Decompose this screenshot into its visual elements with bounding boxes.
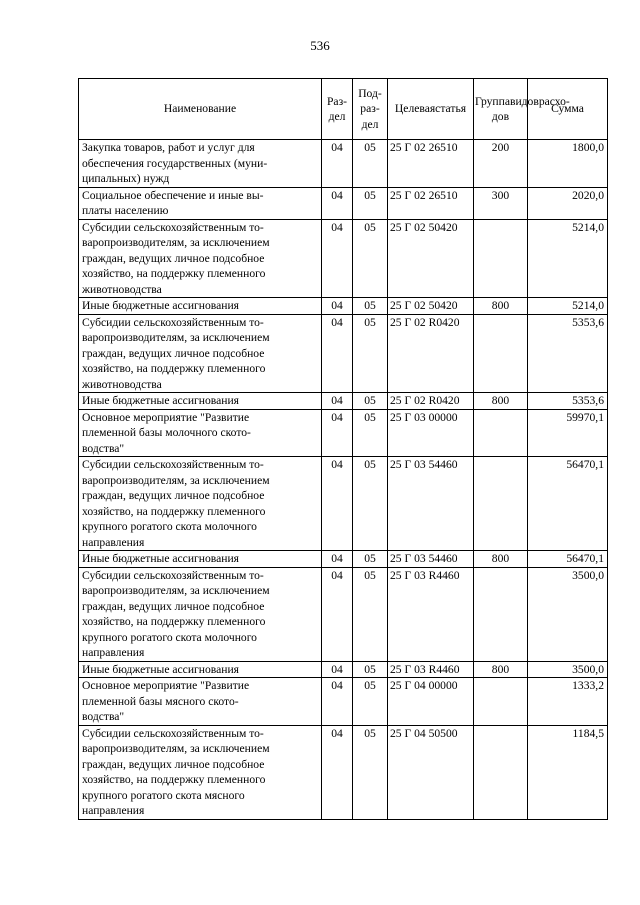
cell-name-line: направления (82, 646, 145, 659)
cell-name-line: варопроизводителям, за исключением (82, 584, 270, 597)
table-row (79, 393, 608, 410)
cell-name (79, 187, 322, 219)
cell-section: 04 (322, 551, 353, 568)
header-sum (528, 79, 608, 140)
cell-section: 04 (322, 409, 353, 457)
table-row (79, 298, 608, 315)
cell-name-line: животноводства (82, 377, 162, 391)
cell-group: 800 (474, 393, 528, 410)
cell-article: 25 Г 02 50420 (388, 219, 474, 298)
cell-sum: 1333,2 (528, 678, 608, 726)
cell-name-line: хозяйство, на поддержку племенного (82, 267, 266, 280)
header-subsection-line: раз- (360, 102, 380, 116)
cell-group (474, 457, 528, 551)
cell-name-line: Субсидии сельскохозяйственным то- (82, 315, 264, 329)
cell-section: 04 (322, 140, 353, 188)
table-header-row (79, 79, 608, 140)
table-row (79, 187, 608, 219)
cell-name (79, 661, 322, 678)
cell-group: 800 (474, 551, 528, 568)
table-row (79, 725, 608, 819)
cell-name-line: племенной базы мясного ското- (82, 694, 239, 708)
cell-article: 25 Г 02 R0420 (388, 393, 474, 410)
cell-name-line: хозяйство, на поддержку племенного (82, 615, 266, 628)
cell-name-line: граждан, ведущих личное подсобное (82, 599, 265, 613)
table-row (79, 409, 608, 457)
table-row (79, 219, 608, 298)
cell-article: 25 Г 02 26510 (388, 187, 474, 219)
cell-article: 25 Г 03 R4460 (388, 661, 474, 678)
cell-name-line: Иные бюджетные ассигнования (82, 552, 239, 565)
cell-section: 04 (322, 457, 353, 551)
cell-group: 800 (474, 298, 528, 315)
cell-name-line: хозяйство, на поддержку племенного (82, 773, 266, 786)
cell-section: 04 (322, 187, 353, 219)
cell-name (79, 457, 322, 551)
cell-name-line: Основное мероприятие "Развитие (82, 679, 250, 692)
cell-name-line: ципальных) нужд (82, 172, 170, 185)
cell-sum: 56470,1 (528, 551, 608, 568)
cell-group (474, 219, 528, 298)
header-subsection (353, 79, 388, 140)
cell-sum: 59970,1 (528, 409, 608, 457)
header-article-line: Целевая (394, 102, 436, 116)
header-section-line: дел (328, 110, 346, 123)
cell-sum: 5214,0 (528, 298, 608, 315)
cell-subsection: 05 (353, 187, 388, 219)
cell-name-line: платы населению (82, 204, 169, 217)
cell-name-line: Субсидии сельскохозяйственным то- (82, 458, 264, 471)
cell-name-line: граждан, ведущих личное подсобное (82, 346, 265, 360)
cell-group: 800 (474, 661, 528, 678)
cell-section: 04 (322, 567, 353, 661)
header-name (79, 79, 322, 140)
cell-name (79, 409, 322, 457)
cell-article: 25 Г 03 54460 (388, 457, 474, 551)
cell-name-line: граждан, ведущих личное подсобное (82, 489, 265, 502)
cell-group (474, 725, 528, 819)
cell-name (79, 298, 322, 315)
cell-section: 04 (322, 298, 353, 315)
cell-name-line: варопроизводителям, за исключением (82, 742, 270, 755)
cell-sum: 5353,6 (528, 314, 608, 393)
cell-name-line: Иные бюджетные ассигнования (82, 299, 239, 312)
cell-article: 25 Г 02 50420 (388, 298, 474, 315)
cell-name-line: направления (82, 804, 145, 817)
cell-subsection: 05 (353, 678, 388, 726)
cell-name-line: направления (82, 535, 145, 549)
cell-subsection: 05 (353, 298, 388, 315)
cell-section: 04 (322, 393, 353, 410)
header-sum-label: Сумма (551, 102, 584, 116)
cell-name-line: Закупка товаров, работ и услуг для (82, 141, 255, 154)
cell-name-line: животноводства (82, 282, 162, 296)
cell-name-line: варопроизводителям, за исключением (82, 331, 270, 344)
cell-name-line: варопроизводителям, за исключением (82, 236, 270, 249)
cell-sum: 2020,0 (528, 187, 608, 219)
table-row (79, 140, 608, 188)
cell-name-line: граждан, ведущих личное подсобное (82, 757, 265, 771)
cell-sum: 56470,1 (528, 457, 608, 551)
cell-name-line: водства" (82, 710, 125, 723)
cell-group (474, 678, 528, 726)
header-name-label: Наименование (163, 102, 237, 116)
header-group-line: Группа (475, 94, 510, 108)
cell-article: 25 Г 03 54460 (388, 551, 474, 568)
cell-subsection: 05 (353, 567, 388, 661)
cell-group (474, 409, 528, 457)
table-row (79, 551, 608, 568)
cell-name-line: Иные бюджетные ассигнования (82, 394, 239, 407)
cell-group: 200 (474, 140, 528, 188)
cell-name (79, 725, 322, 819)
page-number: 536 (310, 38, 330, 53)
cell-subsection: 05 (353, 409, 388, 457)
cell-name-line: хозяйство, на поддержку племенного (82, 504, 266, 518)
cell-section: 04 (322, 678, 353, 726)
cell-name-line: племенной базы молочного ското- (82, 426, 251, 439)
table-row (79, 678, 608, 726)
cell-article: 25 Г 04 50500 (388, 725, 474, 819)
cell-name-line: хозяйство, на поддержку племенного (82, 362, 266, 375)
cell-name (79, 678, 322, 726)
cell-article: 25 Г 03 R4460 (388, 567, 474, 661)
header-group-line: расхо- (538, 94, 570, 108)
cell-group (474, 314, 528, 393)
cell-subsection: 05 (353, 314, 388, 393)
cell-section: 04 (322, 661, 353, 678)
cell-article: 25 Г 02 R0420 (388, 314, 474, 393)
cell-sum: 5214,0 (528, 219, 608, 298)
cell-name (79, 314, 322, 393)
header-article-line: статья (435, 102, 467, 116)
header-section (322, 79, 353, 140)
cell-name-line: граждан, ведущих личное подсобное (82, 251, 265, 265)
table-body (79, 140, 608, 820)
cell-sum: 5353,6 (528, 393, 608, 410)
cell-subsection: 05 (353, 661, 388, 678)
cell-article: 25 Г 04 00000 (388, 678, 474, 726)
cell-subsection: 05 (353, 140, 388, 188)
cell-name-line: Иные бюджетные ассигнования (82, 662, 239, 676)
cell-name (79, 551, 322, 568)
cell-name (79, 219, 322, 298)
cell-subsection: 05 (353, 551, 388, 568)
cell-sum: 3500,0 (528, 661, 608, 678)
table-row (79, 567, 608, 661)
cell-sum: 1184,5 (528, 725, 608, 819)
cell-name (79, 393, 322, 410)
cell-name-line: обеспечения государственных (муни- (82, 156, 268, 170)
cell-article: 25 Г 03 00000 (388, 409, 474, 457)
cell-name-line: Субсидии сельскохозяйственным то- (82, 568, 264, 582)
cell-group (474, 567, 528, 661)
cell-group: 300 (474, 187, 528, 219)
cell-section: 04 (322, 314, 353, 393)
cell-sum: 1800,0 (528, 140, 608, 188)
header-group-line: видов (509, 94, 539, 108)
cell-name-line: водства" (82, 441, 125, 455)
cell-name (79, 567, 322, 661)
header-group-line: дов (491, 110, 510, 123)
cell-subsection: 05 (353, 457, 388, 551)
cell-subsection: 05 (353, 725, 388, 819)
header-section-line: Раз- (326, 94, 348, 108)
table-row (79, 314, 608, 393)
table-row (79, 457, 608, 551)
cell-name-line: Социальное обеспечение и иные вы- (82, 188, 264, 202)
cell-name-line: Основное мероприятие "Развитие (82, 410, 250, 424)
cell-name-line: варопроизводителям, за исключением (82, 473, 270, 487)
cell-subsection: 05 (353, 393, 388, 410)
cell-name-line: крупного рогатого скота мясного (82, 788, 245, 802)
cell-name-line: крупного рогатого скота молочного (82, 520, 257, 533)
header-subsection-line: Под- (358, 86, 382, 100)
cell-section: 04 (322, 219, 353, 298)
budget-table (78, 78, 608, 820)
cell-name-line: крупного рогатого скота молочного (82, 630, 257, 644)
cell-name (79, 140, 322, 188)
cell-name-line: Субсидии сельскохозяйственным то- (82, 726, 264, 740)
header-article (388, 79, 474, 140)
cell-article: 25 Г 02 26510 (388, 140, 474, 188)
header-subsection-line: дел (361, 117, 379, 131)
cell-name-line: Субсидии сельскохозяйственным то- (82, 220, 264, 234)
cell-subsection: 05 (353, 219, 388, 298)
cell-sum: 3500,0 (528, 567, 608, 661)
cell-section: 04 (322, 725, 353, 819)
table-row (79, 661, 608, 678)
